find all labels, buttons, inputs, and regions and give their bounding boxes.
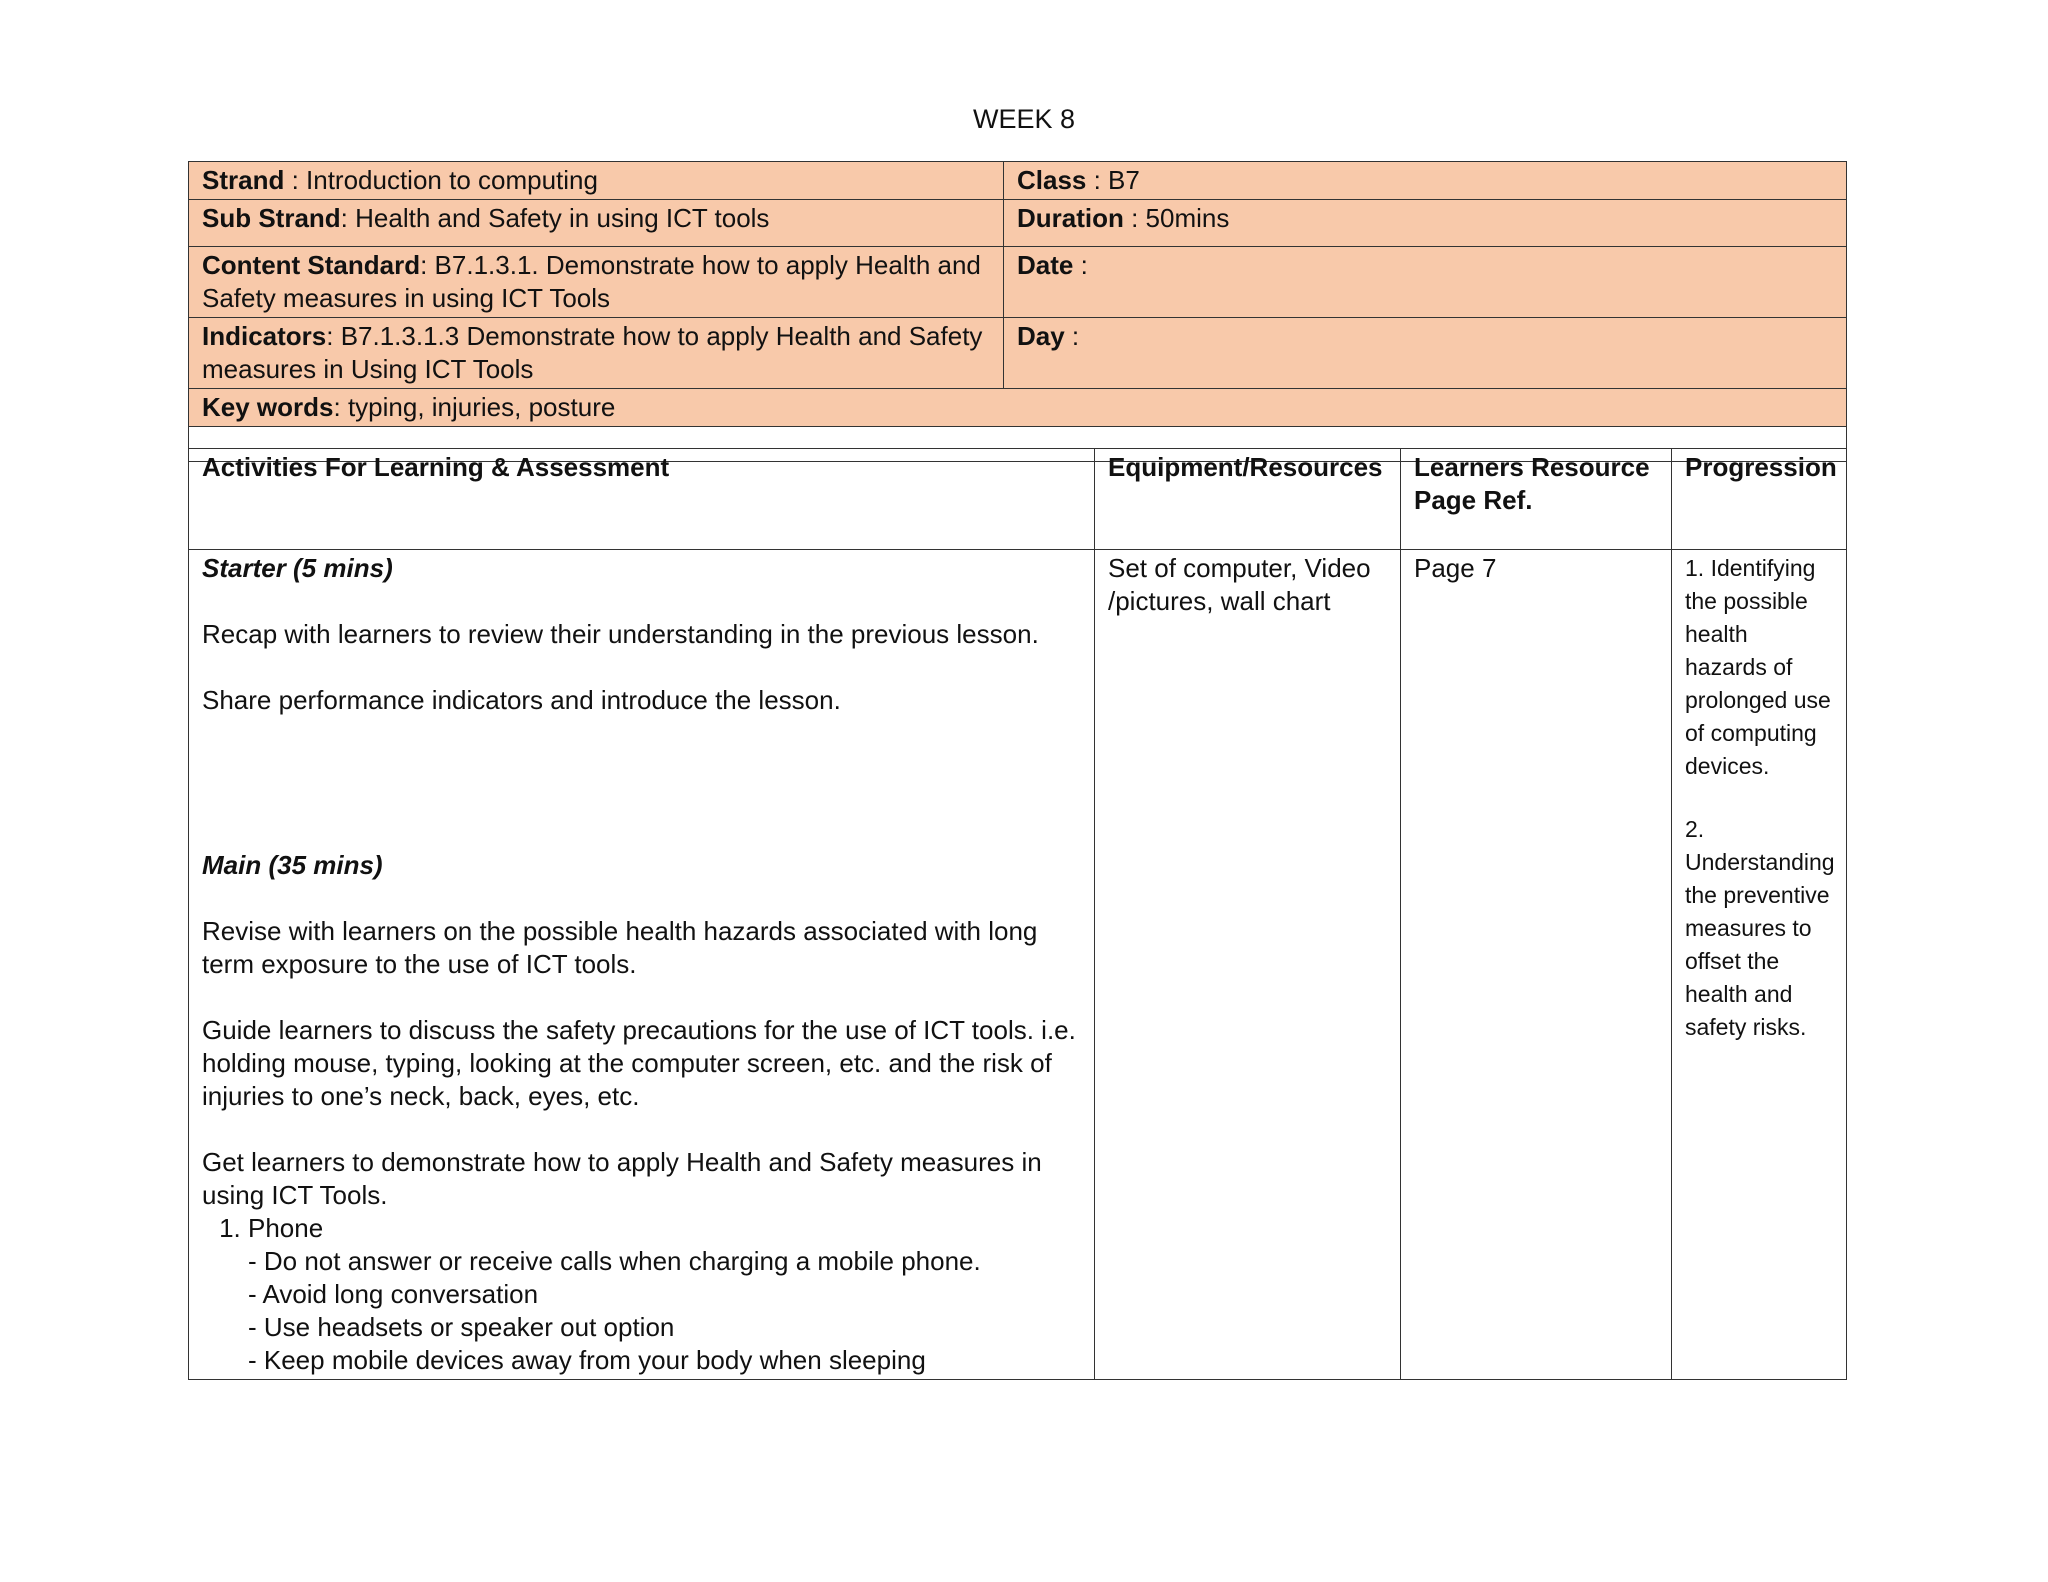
equipment-cell: Set of computer, Video /pictures, wall chart xyxy=(1095,550,1401,1380)
day-label: Day xyxy=(1017,321,1065,351)
phone-point: - Do not answer or receive calls when charging a mobile phone. xyxy=(248,1246,981,1276)
indicators-label: Indicators xyxy=(202,321,327,351)
keywords-row xyxy=(189,389,1847,427)
content-row xyxy=(189,550,1847,1380)
learners-ref-cell: Page 7 xyxy=(1401,550,1672,1380)
sub-strand-cell xyxy=(189,200,1004,247)
measures-list xyxy=(202,1212,1081,1245)
keywords-label: Key words xyxy=(202,392,334,422)
week-title: WEEK 8 xyxy=(972,104,1076,134)
duration-cell xyxy=(1004,200,1847,247)
class-label: Class xyxy=(1017,165,1087,195)
indicators-cell xyxy=(189,318,1004,389)
activities-cell xyxy=(189,550,1095,1380)
activities-header: Activities For Learning & Assessment xyxy=(189,449,1095,550)
header-row xyxy=(189,449,1847,550)
content-standard-value: : B7.1.3.1. Demonstrate how to apply Health and Safety measures in using ICT Tools xyxy=(202,250,981,313)
indicators-row xyxy=(189,318,1847,389)
sub-strand-value: : Health and Safety in using ICT tools xyxy=(340,203,770,233)
phone-point: - Keep mobile devices away from your body when sleeping xyxy=(248,1345,926,1375)
duration-value: : 50mins xyxy=(1123,203,1230,233)
progression-item-1: 1. Identifying the possible health hazards of prolonged use of computing devices. xyxy=(1685,555,1831,779)
date-value: : xyxy=(1073,250,1088,280)
indicators-value: : B7.1.3.1.3 Demonstrate how to apply Health and Safety measures in Using ICT Tools xyxy=(202,321,983,384)
day-value: : xyxy=(1064,321,1080,351)
main-paragraph-1: Revise with learners on the possible health hazards associated with long term exposure to the use of ICT tools. xyxy=(202,916,1038,979)
starter-heading: Starter (5 mins) xyxy=(202,553,393,583)
starter-paragraph-2: Share performance indicators and introduce the lesson. xyxy=(202,685,841,715)
progression-header: Progression xyxy=(1672,449,1847,550)
activities-table xyxy=(188,448,1847,1380)
progression-cell xyxy=(1672,550,1847,1380)
main-heading: Main (35 mins) xyxy=(202,850,383,880)
equipment-header: Equipment/Resources xyxy=(1095,449,1401,550)
class-value: : B7 xyxy=(1086,165,1140,195)
phone-point: - Avoid long conversation xyxy=(248,1279,539,1309)
main-paragraph-3: Get learners to demonstrate how to apply Health and Safety measures in using ICT Tools. xyxy=(202,1147,1042,1210)
starter-paragraph-1: Recap with learners to review their understanding in the previous lesson. xyxy=(202,619,1039,649)
strand-row xyxy=(189,162,1847,200)
strand-label: Strand xyxy=(202,165,285,195)
strand-value: : Introduction to computing xyxy=(284,165,598,195)
keywords-value: : typing, injuries, posture xyxy=(333,392,616,422)
content-standard-row xyxy=(189,247,1847,318)
sub-strand-row xyxy=(189,200,1847,247)
keywords-cell xyxy=(189,389,1847,427)
phone-point: - Use headsets or speaker out option xyxy=(248,1312,675,1342)
content-standard-cell xyxy=(189,247,1004,318)
class-cell xyxy=(1004,162,1847,200)
sub-strand-label: Sub Strand xyxy=(202,203,341,233)
duration-label: Duration xyxy=(1017,203,1124,233)
learners-ref-header: Learners Resource Page Ref. xyxy=(1401,449,1672,550)
date-label: Date xyxy=(1017,250,1074,280)
list-item: 1. Phone xyxy=(248,1212,1081,1245)
main-paragraph-2: Guide learners to discuss the safety precautions for the use of ICT tools. i.e. holding mouse, typing, looking at the computer screen, etc. and the risk of injuries to one’s neck, back, eyes, etc. xyxy=(202,1015,1076,1111)
day-cell xyxy=(1004,318,1847,389)
content-standard-label: Content Standard xyxy=(202,250,421,280)
lesson-info-table xyxy=(188,161,1847,462)
date-cell xyxy=(1004,247,1847,318)
progression-item-2: 2. Understanding the preventive measures to offset the health and safety risks. xyxy=(1685,816,1835,1040)
strand-cell xyxy=(189,162,1004,200)
section-spacer xyxy=(202,750,1081,849)
